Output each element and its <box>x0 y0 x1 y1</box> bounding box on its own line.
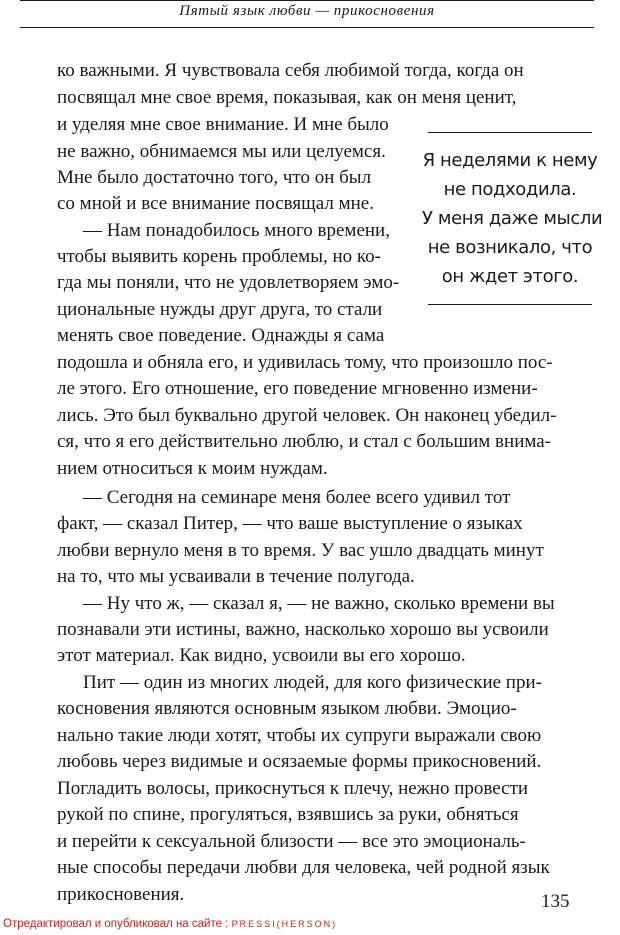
pull-quote-line: не возникало, что <box>427 237 593 258</box>
body-line: менять свое поведение. Однажды я сама <box>57 325 385 346</box>
body-line: лись. Это был буквально другой человек. Он наконец убедил- <box>57 405 557 426</box>
body-line: нием относиться к моим нуждам. <box>57 458 328 479</box>
body-line: ные способы передачи любви для человека, чей родной язык <box>57 857 550 878</box>
body-line: нально такие люди хотят, чтобы их супруги выражали свою <box>57 725 542 746</box>
body-line: и перейти к сексуальной близости — все это эмоциональ- <box>57 831 526 852</box>
body-line: познавали эти истины, важно, насколько хорошо вы усвоили <box>57 619 549 640</box>
body-line: — Ну что ж, — сказал я, — не важно, сколько времени вы <box>83 593 555 614</box>
running-header <box>20 0 594 28</box>
body-line: этот материал. Как видно, усвоили вы его хорошо. <box>57 645 466 666</box>
pull-quote-line: он ждет этого. <box>441 266 579 287</box>
body-line: Погладить волосы, прикоснуться к плечу, нежно провести <box>57 778 529 799</box>
watermark-prefix: Отредактировал и опубликовал на сайте : <box>3 918 229 930</box>
watermark <box>3 917 337 932</box>
page-number: 135 <box>541 891 570 912</box>
body-line: рукой по спине, прогуляться, взявшись за руки, обняться <box>57 804 519 825</box>
pull-quote-bottom-rule <box>428 304 592 305</box>
body-line: посвящал мне свое время, показывая, как он меня ценит, <box>57 87 517 108</box>
body-line: чтобы выявить корень проблемы, но ко- <box>57 246 381 267</box>
body-line: косновения являются основным языком любви. Эмоцио- <box>57 698 517 719</box>
watermark-site-link[interactable]: PRESSI(HERSON) <box>231 919 338 929</box>
body-line: Пит — один из многих людей, для кого физические при- <box>83 672 542 693</box>
body-line: на то, что мы усваивали в течение полугода. <box>57 566 415 587</box>
body-line: подошла и обняла его, и удивилась тому, что произошло пос- <box>57 352 553 373</box>
running-header-title: Пятый язык любви — прикосновения <box>179 3 435 19</box>
body-line: и уделяя мне свое внимание. И мне было <box>57 114 389 135</box>
body-line: ле этого. Его отношение, его поведение мгновенно измени- <box>57 378 538 399</box>
body-line: ко важными. Я чувствовала себя любимой тогда, когда он <box>57 60 524 81</box>
pull-quote-line: не подходила. <box>443 179 577 200</box>
body-line: ся, что я его действительно люблю, и стал с большим внима- <box>57 431 552 452</box>
body-line: любовь через видимые и осязаемые формы прикосновений. <box>57 751 542 772</box>
pull-quote-line: Я неделями к нему <box>422 150 598 171</box>
pull-quote-line: У меня даже мысли <box>422 208 603 229</box>
body-line: факт, — сказал Питер, — что ваше выступление о языках <box>57 513 523 534</box>
body-line: — Нам понадобилось много времени, <box>83 220 390 241</box>
body-line: Мне было достаточно того, что он был <box>57 167 372 188</box>
body-line: прикосновения. <box>57 884 185 905</box>
body-line: гда мы поняли, что не удовлетворяем эмо- <box>57 272 400 293</box>
pull-quote <box>422 130 603 306</box>
body-line: циональные нужды друг друга, то стали <box>57 299 383 320</box>
pull-quote-top-rule <box>428 132 592 133</box>
body-line: со мной и все внимание посвящал мне. <box>57 193 374 214</box>
body-line: — Сегодня на семинаре меня более всего удивил тот <box>83 487 511 508</box>
body-line: не важно, обнимаемся мы или целуемся. <box>57 141 386 162</box>
body-line: любви вернуло меня в то время. У вас ушло двадцать минут <box>57 540 544 561</box>
